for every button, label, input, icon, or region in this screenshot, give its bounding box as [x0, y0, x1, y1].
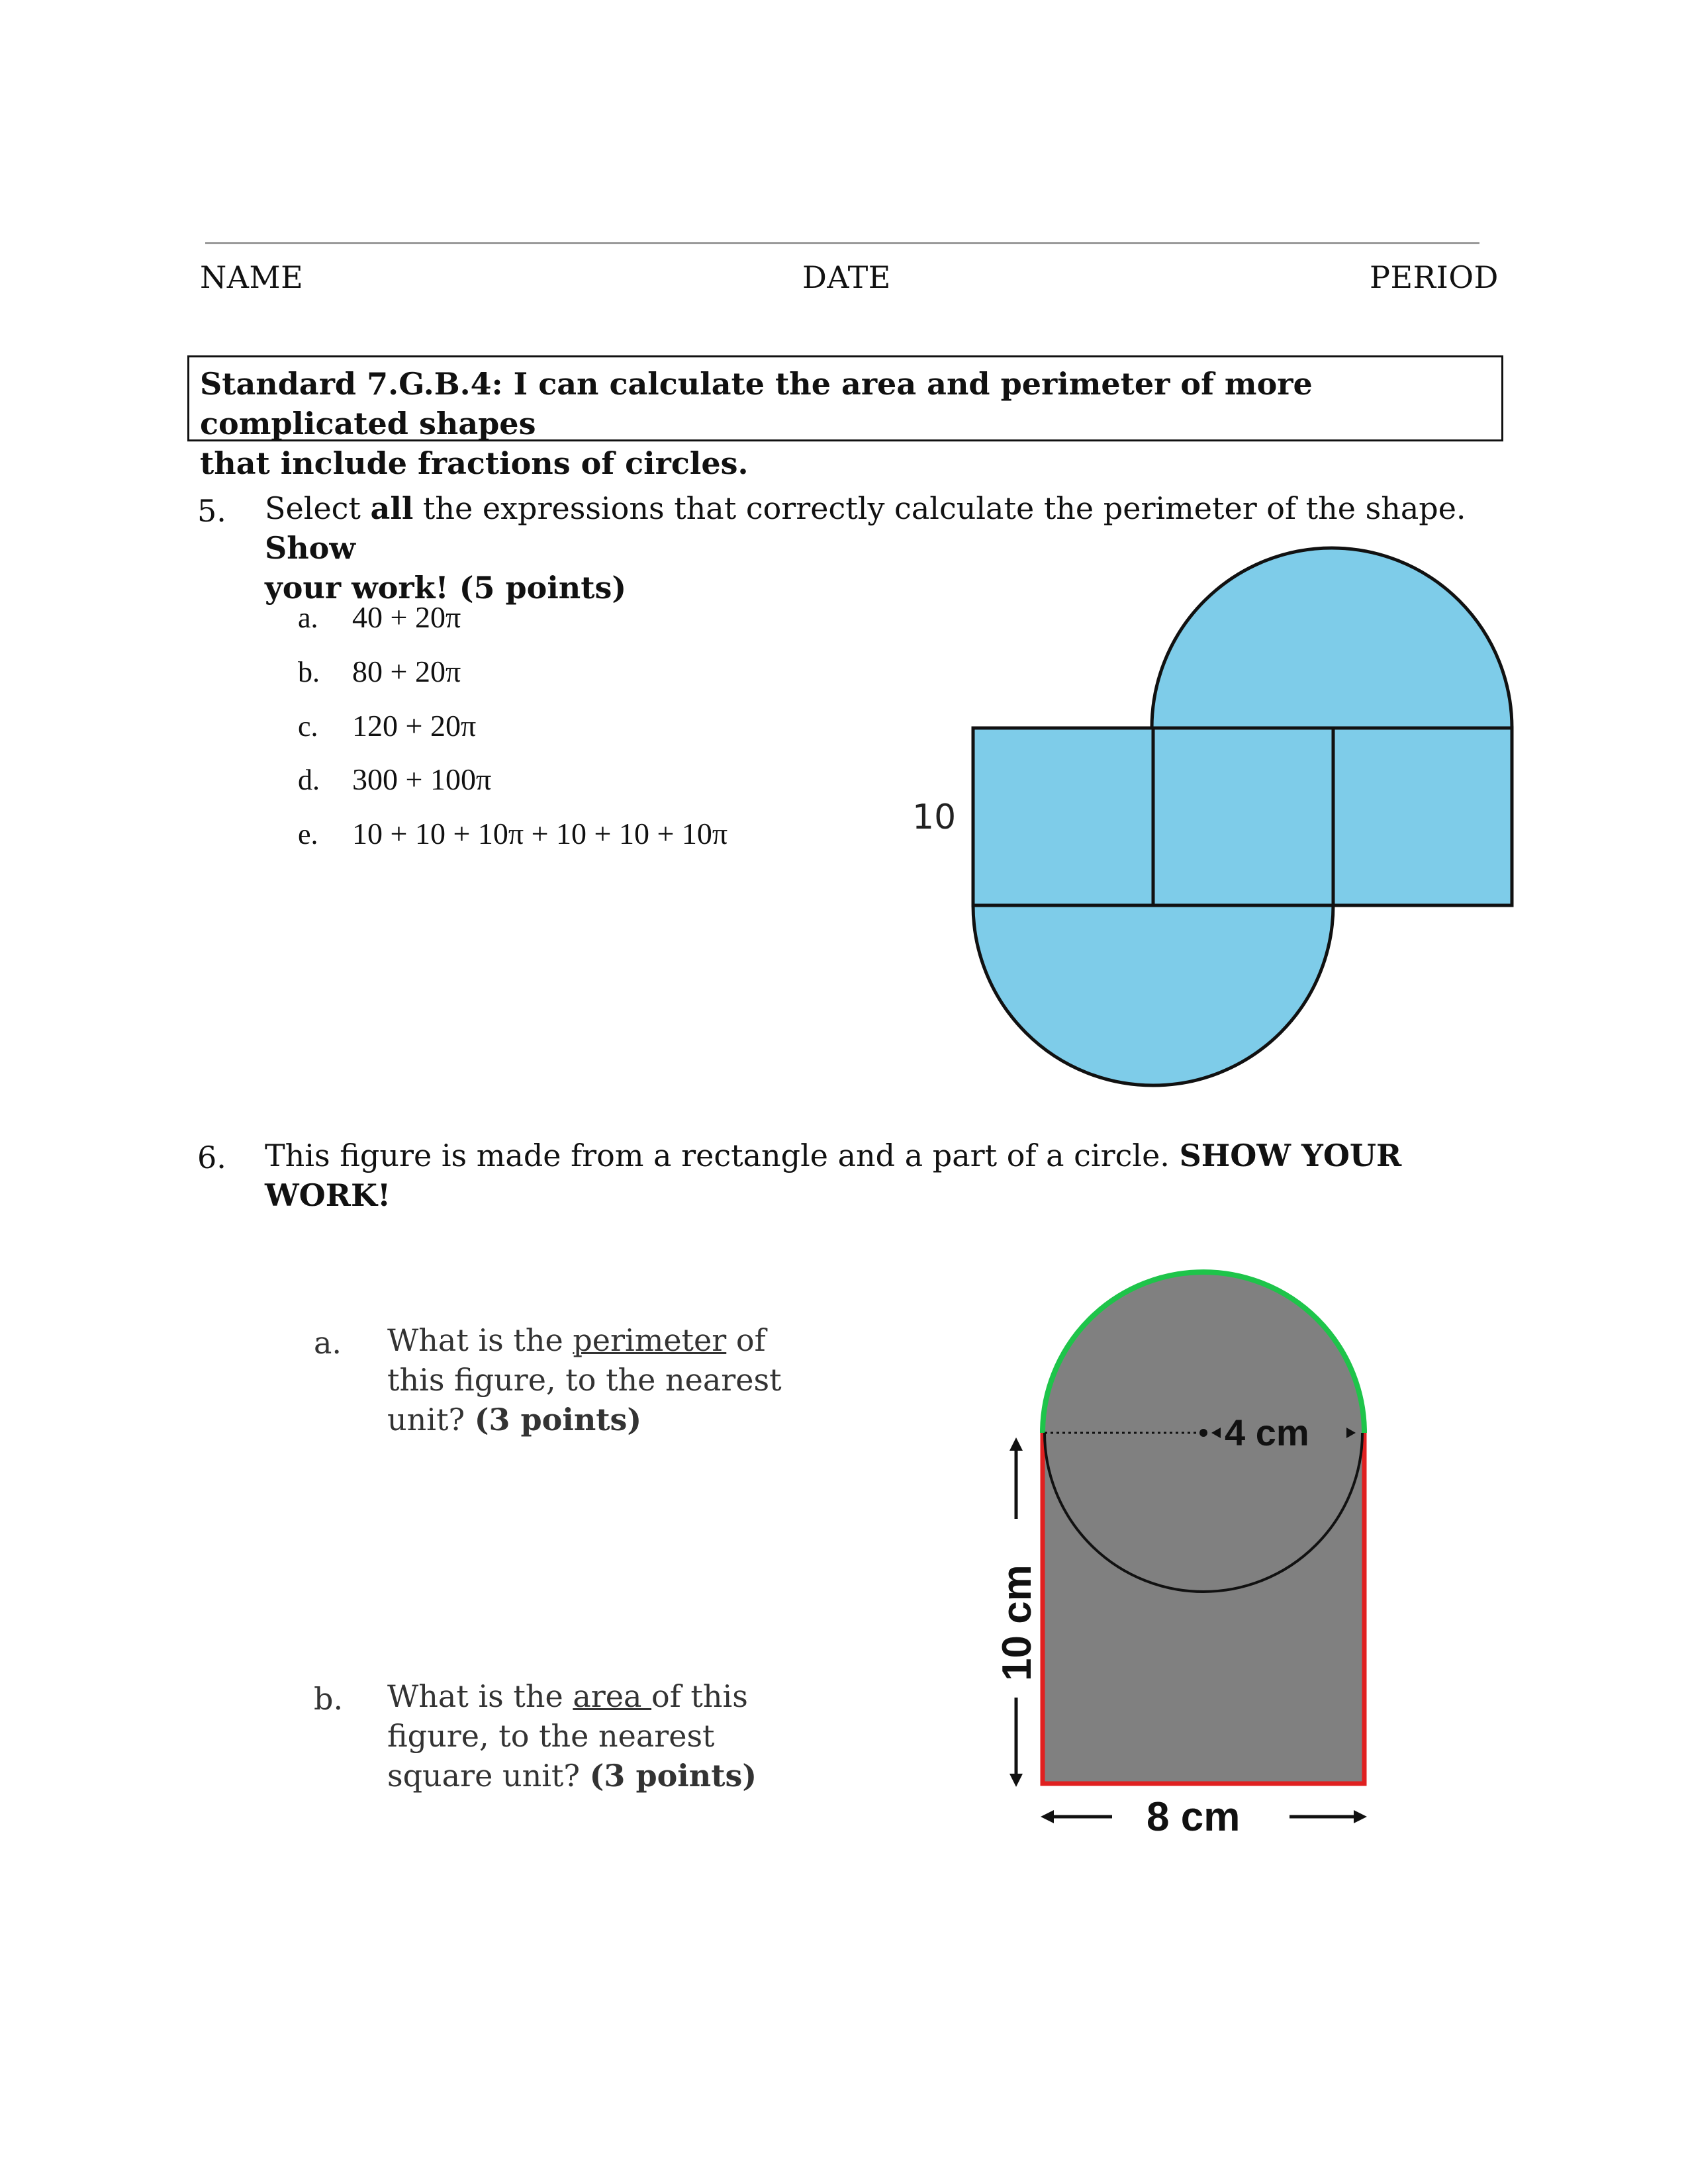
square-middle [1153, 728, 1333, 905]
question-6b-letter: b. [314, 1681, 344, 1717]
name-label: NAME [200, 259, 304, 295]
center-dot [1199, 1429, 1207, 1437]
option-b-letter: b. [298, 656, 320, 688]
option-b-text: 80 + 20π [352, 655, 461, 688]
top-semicircle [1152, 548, 1512, 728]
width-label: 8 cm [1147, 1794, 1241, 1840]
radius-label: 4 cm [1225, 1412, 1309, 1453]
standard-box [187, 355, 1503, 481]
option-e-text: 10 + 10 + 10π + 10 + 10 + 10π [352, 817, 728, 850]
height-arrow-bottom-head [1009, 1774, 1023, 1787]
question-6a-letter: a. [314, 1325, 342, 1361]
square-right [1333, 728, 1512, 905]
option-a-letter: a. [298, 602, 318, 634]
question-5-number: 5. [197, 493, 226, 529]
option-d-text: 300 + 100π [352, 762, 492, 796]
standard-line-1: Standard 7.G.B.4: I can calculate the area and perimeter of more complicated shapes [200, 366, 1313, 441]
standard-line-2: that include fractions of circles. [200, 445, 749, 481]
figure-side-label: 10 [912, 797, 957, 837]
figure-body [1043, 1272, 1364, 1784]
header-rule [205, 242, 1479, 244]
height-label: 10 cm [994, 1565, 1040, 1681]
option-d-letter: d. [298, 764, 320, 796]
rectangle-circle-figure [966, 1257, 1430, 1853]
question-5-prompt: Select all the expressions that correctly calculate the perimeter of the shape. Show your work! (5 points) [265, 490, 1466, 606]
option-c-text: 120 + 20π [352, 709, 477, 743]
date-label: DATE [802, 259, 891, 295]
bottom-semicircle [973, 905, 1333, 1085]
option-c-letter: c. [298, 710, 318, 743]
composite-shape-figure [953, 543, 1523, 1092]
question-6b-text: What is the area of this figure, to the nearest square unit? (3 points) [387, 1678, 757, 1794]
question-6-prompt: This figure is made from a rectangle and a part of a circle. SHOW YOUR WORK! [265, 1138, 1402, 1213]
width-arrow-right-head [1354, 1810, 1367, 1823]
option-a-text: 40 + 20π [352, 600, 461, 634]
square-left [973, 728, 1153, 905]
option-e-letter: e. [298, 818, 318, 850]
question-6a-text: What is the perimeter of this figure, to the nearest unit? (3 points) [387, 1322, 782, 1437]
question-6-number: 6. [197, 1140, 226, 1175]
period-label: PERIOD [1370, 259, 1499, 295]
height-arrow-top-head [1009, 1437, 1023, 1451]
